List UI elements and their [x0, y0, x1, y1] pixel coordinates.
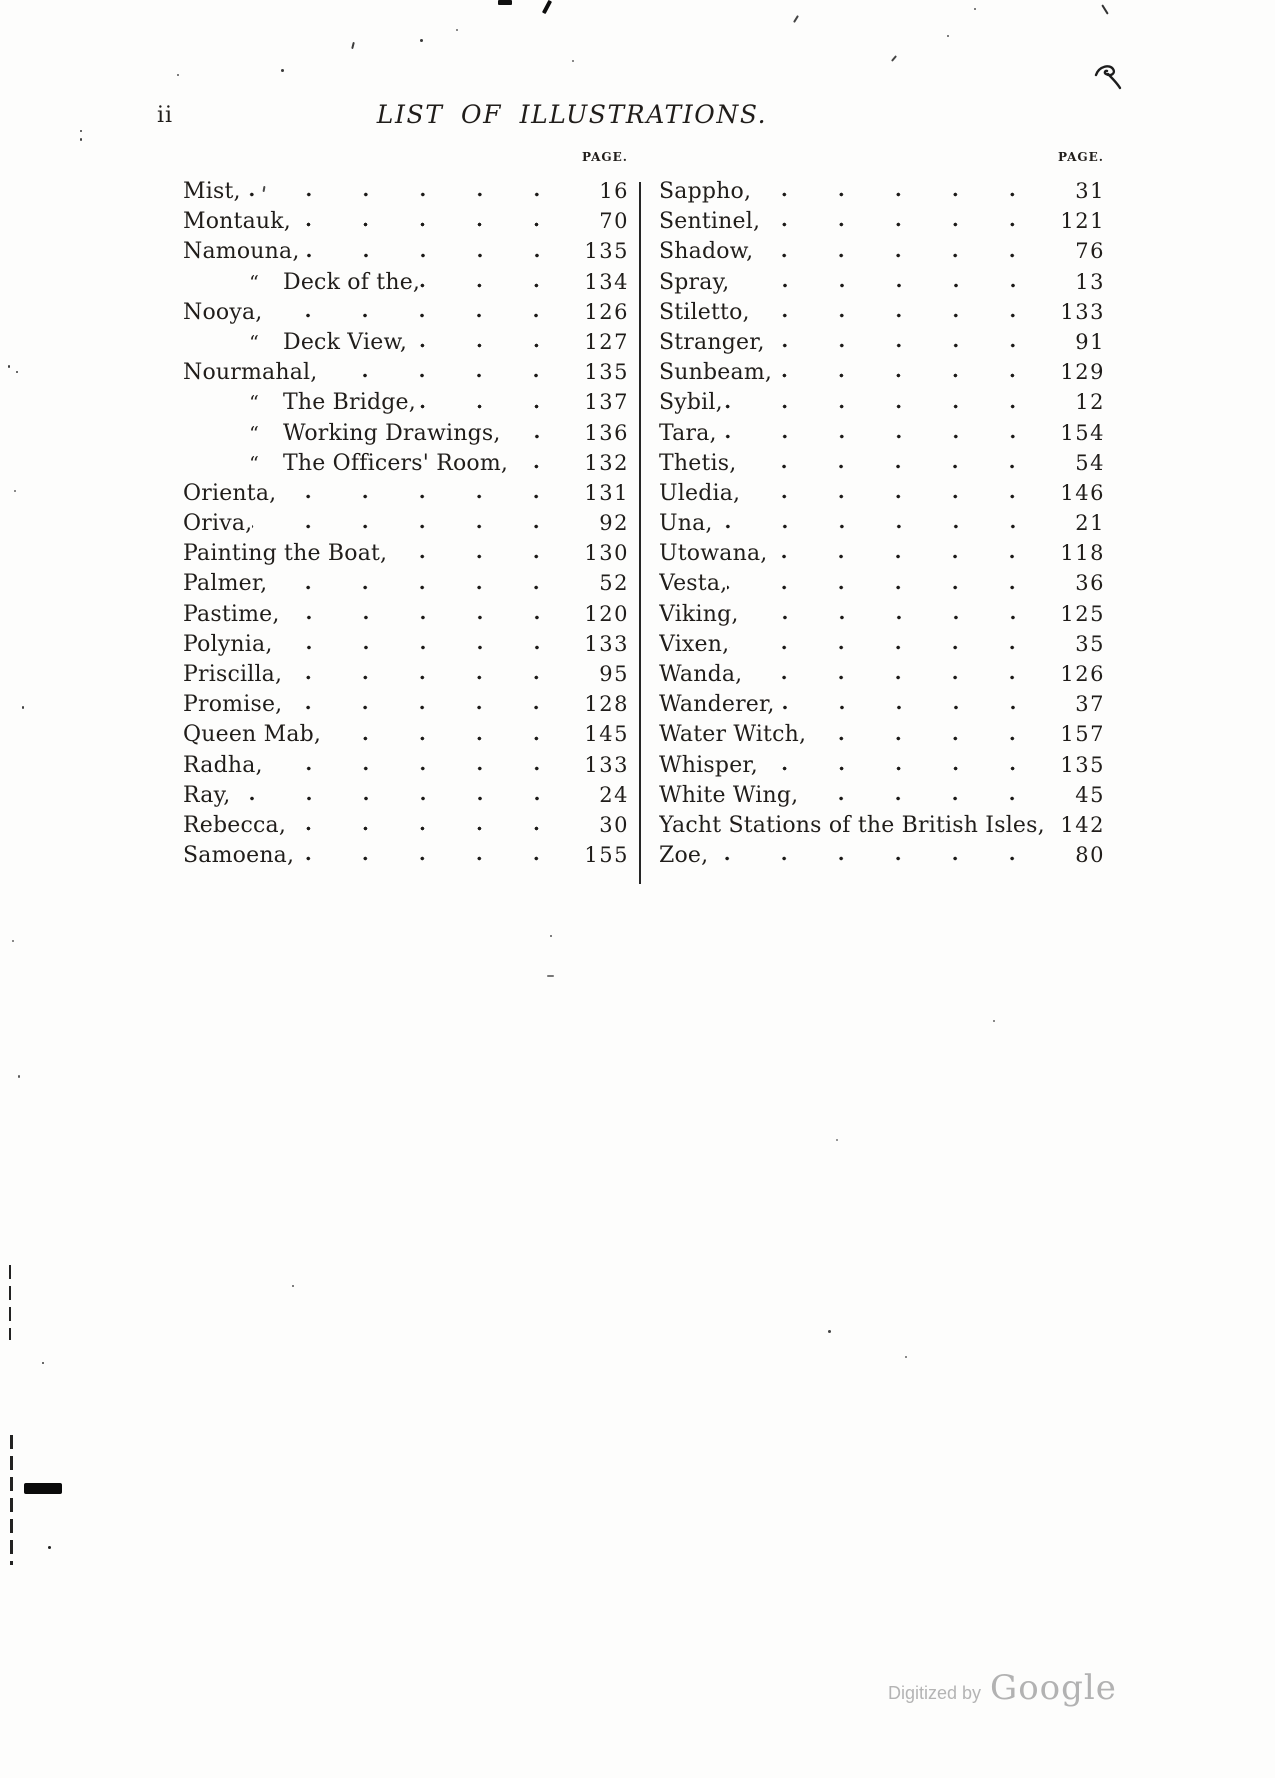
dot-leader — [387, 538, 575, 568]
dot-leader — [321, 719, 575, 749]
dot-leader — [300, 236, 575, 266]
illustration-title: Palmer, — [183, 571, 268, 597]
scan-speck — [14, 490, 16, 492]
dot-leader — [758, 750, 1051, 780]
digitized-by-text: Digitized by — [888, 1683, 982, 1703]
toc-entry — [183, 448, 629, 478]
scan-edge-line — [10, 1435, 13, 1565]
illustration-title: Mist, — [183, 179, 241, 204]
illustration-page-number: 142 — [1060, 812, 1105, 837]
illustration-title: Viking, — [659, 601, 739, 627]
toc-column-left — [183, 150, 629, 870]
illustration-title: Vixen, — [659, 631, 730, 657]
illustration-title: Sunbeam, — [659, 360, 773, 386]
dot-leader — [727, 568, 1051, 598]
illustration-page-number: 35 — [1075, 631, 1105, 656]
illustration-title: Spray, — [659, 269, 730, 295]
illustration-title: Samoena, — [183, 843, 295, 869]
toc-entry — [183, 719, 629, 749]
scan-speck — [18, 1075, 20, 1078]
illustration-title: Sentinel, — [659, 209, 761, 235]
toc-entry — [659, 267, 1105, 297]
illustration-page-number: 118 — [1060, 541, 1105, 566]
illustration-title: Painting the Boat, — [183, 541, 388, 567]
scan-speck — [572, 60, 574, 62]
dot-leader — [708, 840, 1051, 870]
dot-leader — [729, 629, 1051, 659]
illustration-page-number: 24 — [599, 782, 629, 807]
scan-speck — [16, 371, 18, 373]
illustration-page-number: 135 — [1060, 752, 1105, 777]
toc-entry — [183, 387, 629, 417]
toc-entry — [659, 568, 1105, 598]
dot-leader — [775, 689, 1051, 719]
dot-leader — [262, 297, 575, 327]
scan-speck — [947, 35, 949, 37]
illustration-page-number: 12 — [1075, 390, 1105, 415]
illustration-title: Uledia, — [659, 480, 741, 506]
toc-entry — [659, 176, 1105, 206]
dot-leader — [276, 478, 575, 508]
illustration-page-number: 54 — [1075, 450, 1105, 475]
toc-entry — [659, 206, 1105, 236]
illustration-page-number: 146 — [1060, 480, 1105, 505]
scan-speck — [22, 706, 24, 709]
dot-leader — [730, 267, 1052, 297]
scan-speck — [48, 1546, 51, 1549]
illustration-page-number: 76 — [1075, 239, 1105, 264]
illustration-page-number: 129 — [1060, 360, 1105, 385]
illustration-title: Wanda, — [659, 662, 743, 687]
dot-leader — [713, 508, 1051, 538]
illustration-title: Montauk, — [183, 209, 291, 235]
illustration-title: Rebecca, — [183, 812, 287, 838]
scan-mark — [542, 0, 552, 14]
dot-leader — [273, 629, 575, 659]
toc-entry — [183, 840, 629, 870]
illustration-title: Priscilla, — [183, 662, 283, 687]
scan-mark — [498, 0, 512, 5]
toc-entry — [183, 780, 629, 810]
illustration-page-number: 155 — [584, 843, 629, 868]
toc-entry — [183, 357, 629, 387]
dot-leader — [231, 780, 576, 810]
illustration-page-number: 37 — [1075, 692, 1105, 717]
dot-leader — [760, 206, 1051, 236]
illustration-title: Utowana, — [659, 541, 768, 567]
illustration-title: The Officers' Room, — [283, 450, 509, 476]
scan-mark — [891, 55, 897, 62]
column-divider-rule — [639, 182, 641, 884]
illustration-title: Thetis, — [659, 450, 737, 476]
scan-speck — [281, 69, 284, 72]
toc-rows-left — [183, 176, 629, 870]
illustration-title: Ray, — [183, 782, 231, 808]
dot-leader — [317, 357, 575, 387]
scan-mark — [793, 15, 799, 23]
toc-entry — [659, 750, 1105, 780]
toc-entry — [659, 629, 1105, 659]
illustration-page-number: 130 — [584, 541, 629, 566]
illustration-title: Stranger, — [659, 329, 765, 355]
toc-entry — [659, 236, 1105, 266]
illustration-title: Radha, — [183, 752, 263, 778]
toc-entry — [659, 840, 1105, 870]
toc-entry — [183, 538, 629, 568]
toc-entry — [659, 357, 1105, 387]
toc-entry — [659, 780, 1105, 810]
toc-entry — [183, 629, 629, 659]
illustration-title: Polynia, — [183, 631, 273, 657]
dot-leader — [282, 659, 575, 689]
dot-leader — [750, 297, 1051, 327]
scan-speck — [905, 1356, 907, 1358]
illustration-title: Working Drawings, — [283, 420, 501, 446]
toc-entry — [659, 448, 1105, 478]
illustration-page-number: 134 — [584, 269, 629, 294]
scan-speck — [828, 1330, 831, 1333]
dot-leader — [772, 357, 1051, 387]
illustration-title: Queen Mab, — [183, 722, 322, 748]
illustration-page-number: 21 — [1075, 511, 1105, 536]
toc-entry — [659, 538, 1105, 568]
illustration-page-number: 131 — [584, 480, 629, 505]
illustration-page-number: 133 — [1060, 299, 1105, 324]
illustration-page-number: 16 — [599, 179, 629, 203]
dot-leader — [740, 478, 1051, 508]
illustration-title: Tara, — [659, 420, 717, 446]
page-title: LIST OF ILLUSTRATIONS. — [376, 100, 768, 129]
toc-entry — [183, 206, 629, 236]
toc-entry — [659, 418, 1105, 448]
illustration-page-number: 135 — [584, 239, 629, 264]
ditto-mark: “ — [249, 422, 259, 445]
illustration-page-number: 154 — [1060, 420, 1105, 445]
dot-leader — [753, 236, 1051, 266]
dot-leader — [416, 387, 575, 417]
illustration-page-number: 36 — [1075, 571, 1105, 596]
toc-entry — [659, 599, 1105, 629]
illustration-page-number: 95 — [599, 662, 629, 686]
ditto-mark: “ — [249, 331, 259, 354]
illustration-page-number: 52 — [599, 571, 629, 596]
illustration-page-number: 92 — [599, 511, 629, 536]
toc-entry — [659, 297, 1105, 327]
toc-entry — [183, 327, 629, 357]
toc-entry — [659, 689, 1105, 719]
illustration-page-number: 80 — [1075, 843, 1105, 868]
dot-leader — [806, 719, 1051, 749]
illustration-title: Sybil, — [659, 390, 723, 416]
dot-leader — [252, 508, 575, 538]
ditto-mark: “ — [249, 271, 259, 294]
illustration-page-number: 132 — [584, 450, 629, 475]
illustration-title: Namouna, — [183, 239, 300, 265]
illustration-title: Shadow, — [659, 239, 754, 265]
toc-entry — [183, 599, 629, 629]
illustration-page-number: 13 — [1075, 269, 1105, 294]
illustration-title: Vesta, — [659, 571, 728, 597]
illustration-title: Zoe, — [659, 843, 709, 869]
dot-leader — [286, 810, 575, 840]
dot-leader — [508, 448, 575, 478]
illustration-page-number: 126 — [1060, 662, 1105, 686]
illustration-title: Deck of the, — [283, 269, 421, 295]
illustration-page-number: 133 — [584, 752, 629, 777]
toc-entry — [659, 327, 1105, 357]
scan-speck — [8, 365, 10, 368]
scan-edge-line — [9, 1265, 11, 1340]
toc-entry — [183, 810, 629, 840]
illustration-title: Una, — [659, 511, 713, 537]
scan-speck — [836, 1139, 838, 1141]
toc-entry — [183, 267, 629, 297]
illustration-title: Water Witch, — [659, 722, 807, 748]
illustration-title: Oriva, — [183, 511, 253, 537]
illustration-page-number: 45 — [1075, 782, 1105, 807]
illustration-title: Orienta, — [183, 480, 277, 506]
illustration-page-number: 136 — [584, 420, 629, 445]
illustration-title: Sappho, — [659, 179, 752, 204]
page-column-header-left: PAGE. — [581, 150, 628, 164]
scan-mark — [24, 1483, 62, 1494]
scan-speck — [993, 1020, 995, 1022]
scan-speck — [456, 29, 458, 31]
toc-entry — [183, 478, 629, 508]
toc-entry — [659, 478, 1105, 508]
scan-mark — [1101, 4, 1109, 14]
toc-entry — [659, 659, 1105, 689]
dot-leader — [739, 599, 1051, 629]
dot-leader — [291, 206, 575, 236]
pen-flourish-mark — [1093, 62, 1125, 94]
illustration-title: Pastime, — [183, 601, 280, 627]
illustration-title: Deck View, — [283, 329, 408, 355]
dot-leader — [736, 448, 1051, 478]
illustration-page-number: 157 — [1060, 722, 1105, 747]
page-column-header-right: PAGE. — [1057, 150, 1104, 164]
toc-column-right — [659, 150, 1105, 870]
dot-leader — [241, 176, 575, 206]
ditto-mark: “ — [249, 452, 259, 475]
illustration-page-number: 145 — [584, 722, 629, 747]
toc-entry — [659, 719, 1105, 749]
dot-leader — [420, 267, 575, 297]
scan-mark — [351, 42, 355, 49]
scan-speck — [42, 1362, 44, 1364]
illustration-page-number: 128 — [584, 692, 629, 717]
illustration-title: Nooya, — [183, 299, 263, 325]
illustration-page-number: 121 — [1060, 209, 1105, 234]
illustration-title: Wanderer, — [659, 692, 775, 718]
illustration-page-number: 127 — [584, 329, 629, 354]
toc-entry — [183, 297, 629, 327]
illustration-page-number: 31 — [1075, 179, 1105, 203]
illustration-title: Yacht Stations of the British Isles, — [659, 812, 1045, 838]
illustration-page-number: 125 — [1060, 601, 1105, 626]
folio-page-number: ii — [157, 103, 174, 128]
dot-leader — [723, 387, 1051, 417]
illustration-page-number: 135 — [584, 360, 629, 385]
scan-mark — [547, 975, 554, 977]
illustration-page-number: 91 — [1075, 329, 1105, 354]
dot-leader — [501, 418, 575, 448]
illustration-page-number: 133 — [584, 631, 629, 656]
illustration-title: Stiletto, — [659, 299, 750, 325]
watermark — [888, 1668, 1117, 1708]
scan-speck — [550, 935, 552, 937]
toc-entry — [183, 176, 629, 206]
scan-speck — [80, 130, 82, 132]
toc-entry — [183, 568, 629, 598]
illustration-page-number: 137 — [584, 390, 629, 415]
google-logo: Google — [990, 1668, 1117, 1708]
illustration-title: White Wing, — [659, 782, 799, 808]
toc-entry — [183, 659, 629, 689]
toc-entry — [183, 508, 629, 538]
dot-leader — [280, 599, 575, 629]
toc-entry — [659, 508, 1105, 538]
dot-leader — [767, 538, 1051, 568]
illustration-page-number: 126 — [584, 299, 629, 324]
toc-entry — [183, 689, 629, 719]
scan-speck — [420, 39, 423, 42]
illustration-page-number: 30 — [599, 812, 629, 837]
dot-leader — [751, 176, 1051, 206]
illustration-page-number: 120 — [584, 601, 629, 626]
dot-leader — [407, 327, 575, 357]
dot-leader — [798, 780, 1051, 810]
toc-entry — [183, 236, 629, 266]
dot-leader — [765, 327, 1051, 357]
illustration-title: The Bridge, — [283, 390, 416, 416]
toc-entry — [659, 387, 1105, 417]
scan-speck — [292, 1285, 294, 1287]
illustration-page-number: 70 — [599, 209, 629, 234]
scan-speck — [12, 940, 14, 942]
scan-speck — [177, 74, 179, 76]
toc-entry — [183, 750, 629, 780]
scan-speck — [80, 138, 82, 141]
dot-leader — [263, 750, 575, 780]
toc-entry — [183, 418, 629, 448]
dot-leader — [282, 689, 575, 719]
scan-speck — [974, 8, 976, 10]
toc-rows-right — [659, 176, 1105, 870]
illustration-title: Whisper, — [659, 752, 758, 778]
dot-leader — [294, 840, 575, 870]
dot-leader — [717, 418, 1051, 448]
toc-entry — [659, 810, 1105, 840]
dot-leader — [267, 568, 575, 598]
illustration-title: Promise, — [183, 692, 283, 718]
dot-leader — [742, 659, 1051, 689]
ditto-mark: “ — [249, 392, 259, 415]
illustration-title: Nourmahal, — [183, 360, 318, 386]
